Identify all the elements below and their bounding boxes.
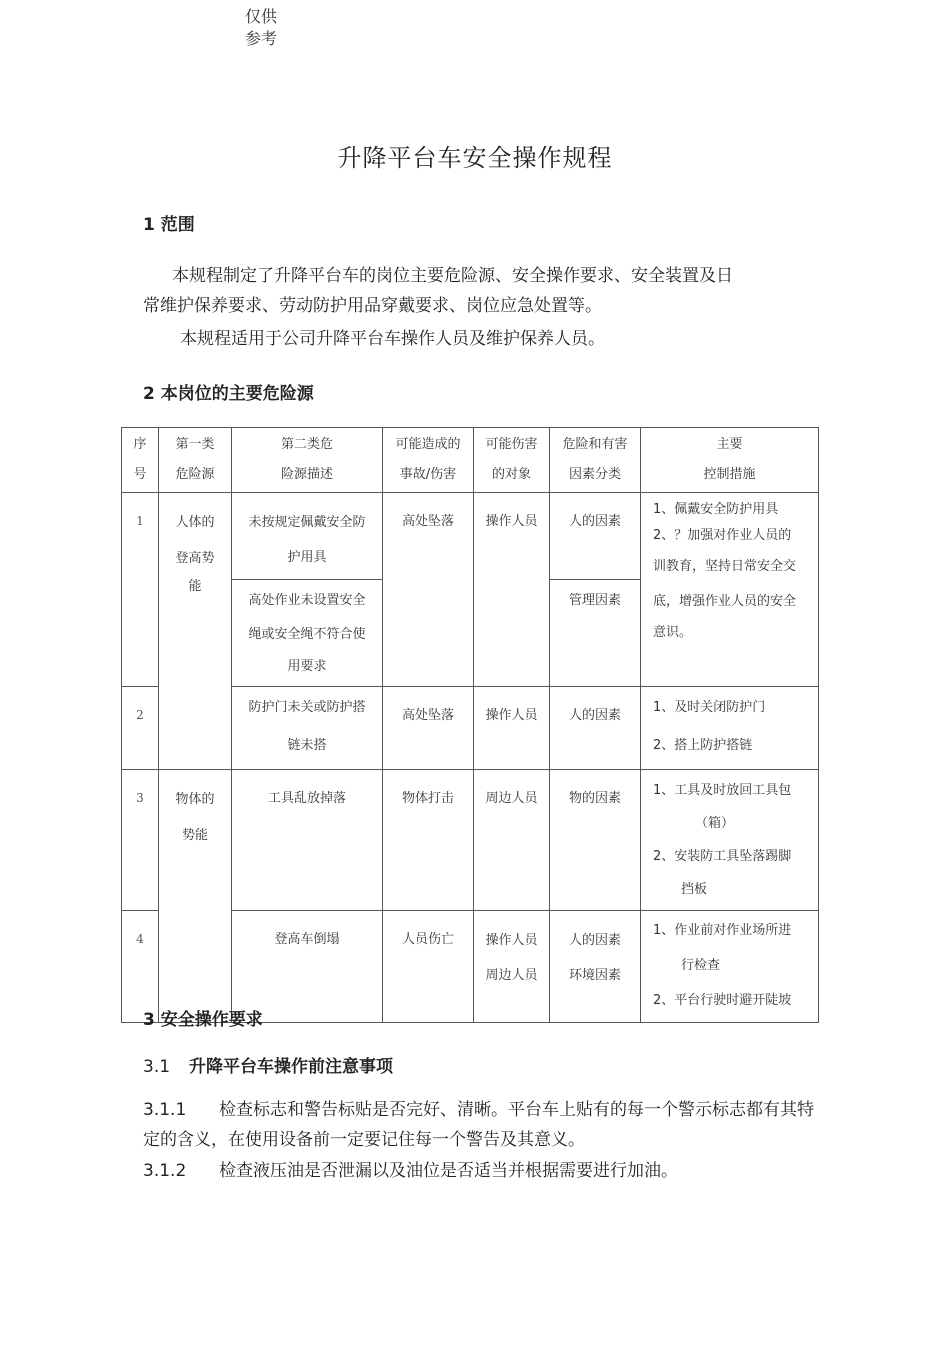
factor-cell: 人的因素 环境因素: [550, 911, 641, 1023]
header-cell: 第二类危 险源描述: [232, 428, 383, 493]
factor-cell: 人的因素: [550, 687, 641, 770]
hazard-desc-cell: 登高车倒塌: [232, 911, 383, 1023]
accident-cell: 高处坠落: [383, 493, 474, 687]
section-1-heading: 1 范围: [143, 215, 195, 235]
header-cell: 序 号: [122, 428, 159, 493]
item-3-1-2-number: 3.1.2: [143, 1161, 187, 1181]
target-cell: 操作人员: [474, 687, 550, 770]
header-cell: 危险和有害 因素分类: [550, 428, 641, 493]
row-number: 2: [122, 687, 159, 770]
hazard-table: [121, 427, 819, 1023]
table-header-row: [122, 428, 819, 493]
hazard-desc-cell: 工具乱放掉落: [232, 770, 383, 911]
control-cell: 1、佩戴安全防护用具 2、？加强对作业人员的 训教育，坚持日常安全交 底，增强作业人员的安全 意识。: [641, 493, 819, 687]
watermark: [245, 6, 277, 50]
accident-cell: 高处坠落: [383, 687, 474, 770]
item-3-1-2-text: 检查液压油是否泄漏以及油位是否适当并根据需要进行加油。: [219, 1161, 678, 1181]
hazard-desc-cell: 高处作业未设置安全 绳或安全绳不符合使 用要求: [232, 580, 383, 687]
paragraph-applicability: 本规程适用于公司升降平台车操作人员及维护保养人员。: [180, 329, 605, 349]
item-3-1-1-line2: 定的含义，在使用设备前一定要记住每一个警告及其意义。: [143, 1130, 585, 1150]
control-cell: 1、工具及时放回工具包 （箱） 2、安装防工具坠落踢脚 挡板: [641, 770, 819, 911]
paragraph-scope-line2: 常维护保养要求、劳动防护用品穿戴要求、岗位应急处置等。: [143, 296, 602, 316]
watermark-line: 仅供: [245, 7, 278, 26]
target-cell: 操作人员: [474, 493, 550, 687]
header-cell: 可能伤害 的对象: [474, 428, 550, 493]
factor-cell: 人的因素: [550, 493, 641, 580]
subsection-3-1-number: 3.1: [143, 1057, 171, 1077]
row-number: 4: [122, 911, 159, 1023]
header-cell: 主要 控制措施: [641, 428, 819, 493]
control-cell: 1、作业前对作业场所进 行检查 2、平台行驶时避开陡坡: [641, 911, 819, 1023]
factor-cell: 物的因素: [550, 770, 641, 911]
paragraph-scope-line1: 本规程制定了升降平台车的岗位主要危险源、安全操作要求、安全装置及日: [172, 266, 733, 286]
factor-cell: 管理因素: [550, 580, 641, 687]
target-cell: 周边人员: [474, 770, 550, 911]
header-cell: 可能造成的 事故/伤害: [383, 428, 474, 493]
item-3-1-1-number: 3.1.1: [143, 1100, 187, 1120]
section-2-heading: 2 本岗位的主要危险源: [143, 384, 314, 404]
page-title: 升降平台车安全操作规程: [337, 144, 613, 172]
item-3-1-1-line1: 检查标志和警告标贴是否完好、清晰。平台车上贴有的每一个警示标志都有其特: [219, 1100, 814, 1120]
watermark-line: 参考: [245, 29, 278, 48]
accident-cell: 人员伤亡: [383, 911, 474, 1023]
header-cell: 第一类 危险源: [159, 428, 232, 493]
control-cell: 1、及时关闭防护门 2、搭上防护搭链: [641, 687, 819, 770]
table-row: [122, 493, 819, 580]
hazard-type1-cell: 人体的 登高势 能: [159, 493, 232, 770]
row-number: 1: [122, 493, 159, 687]
table-row: [122, 770, 819, 911]
hazard-type1-cell: 物体的 势能: [159, 770, 232, 1023]
hazard-desc-cell: 防护门未关或防护搭 链未搭: [232, 687, 383, 770]
row-number: 3: [122, 770, 159, 911]
hazard-desc-cell: 未按规定佩戴安全防 护用具: [232, 493, 383, 580]
target-cell: 操作人员 周边人员: [474, 911, 550, 1023]
section-3-heading: 3 安全操作要求: [143, 1010, 263, 1030]
subsection-3-1-title: 升降平台车操作前注意事项: [189, 1057, 393, 1077]
accident-cell: 物体打击: [383, 770, 474, 911]
